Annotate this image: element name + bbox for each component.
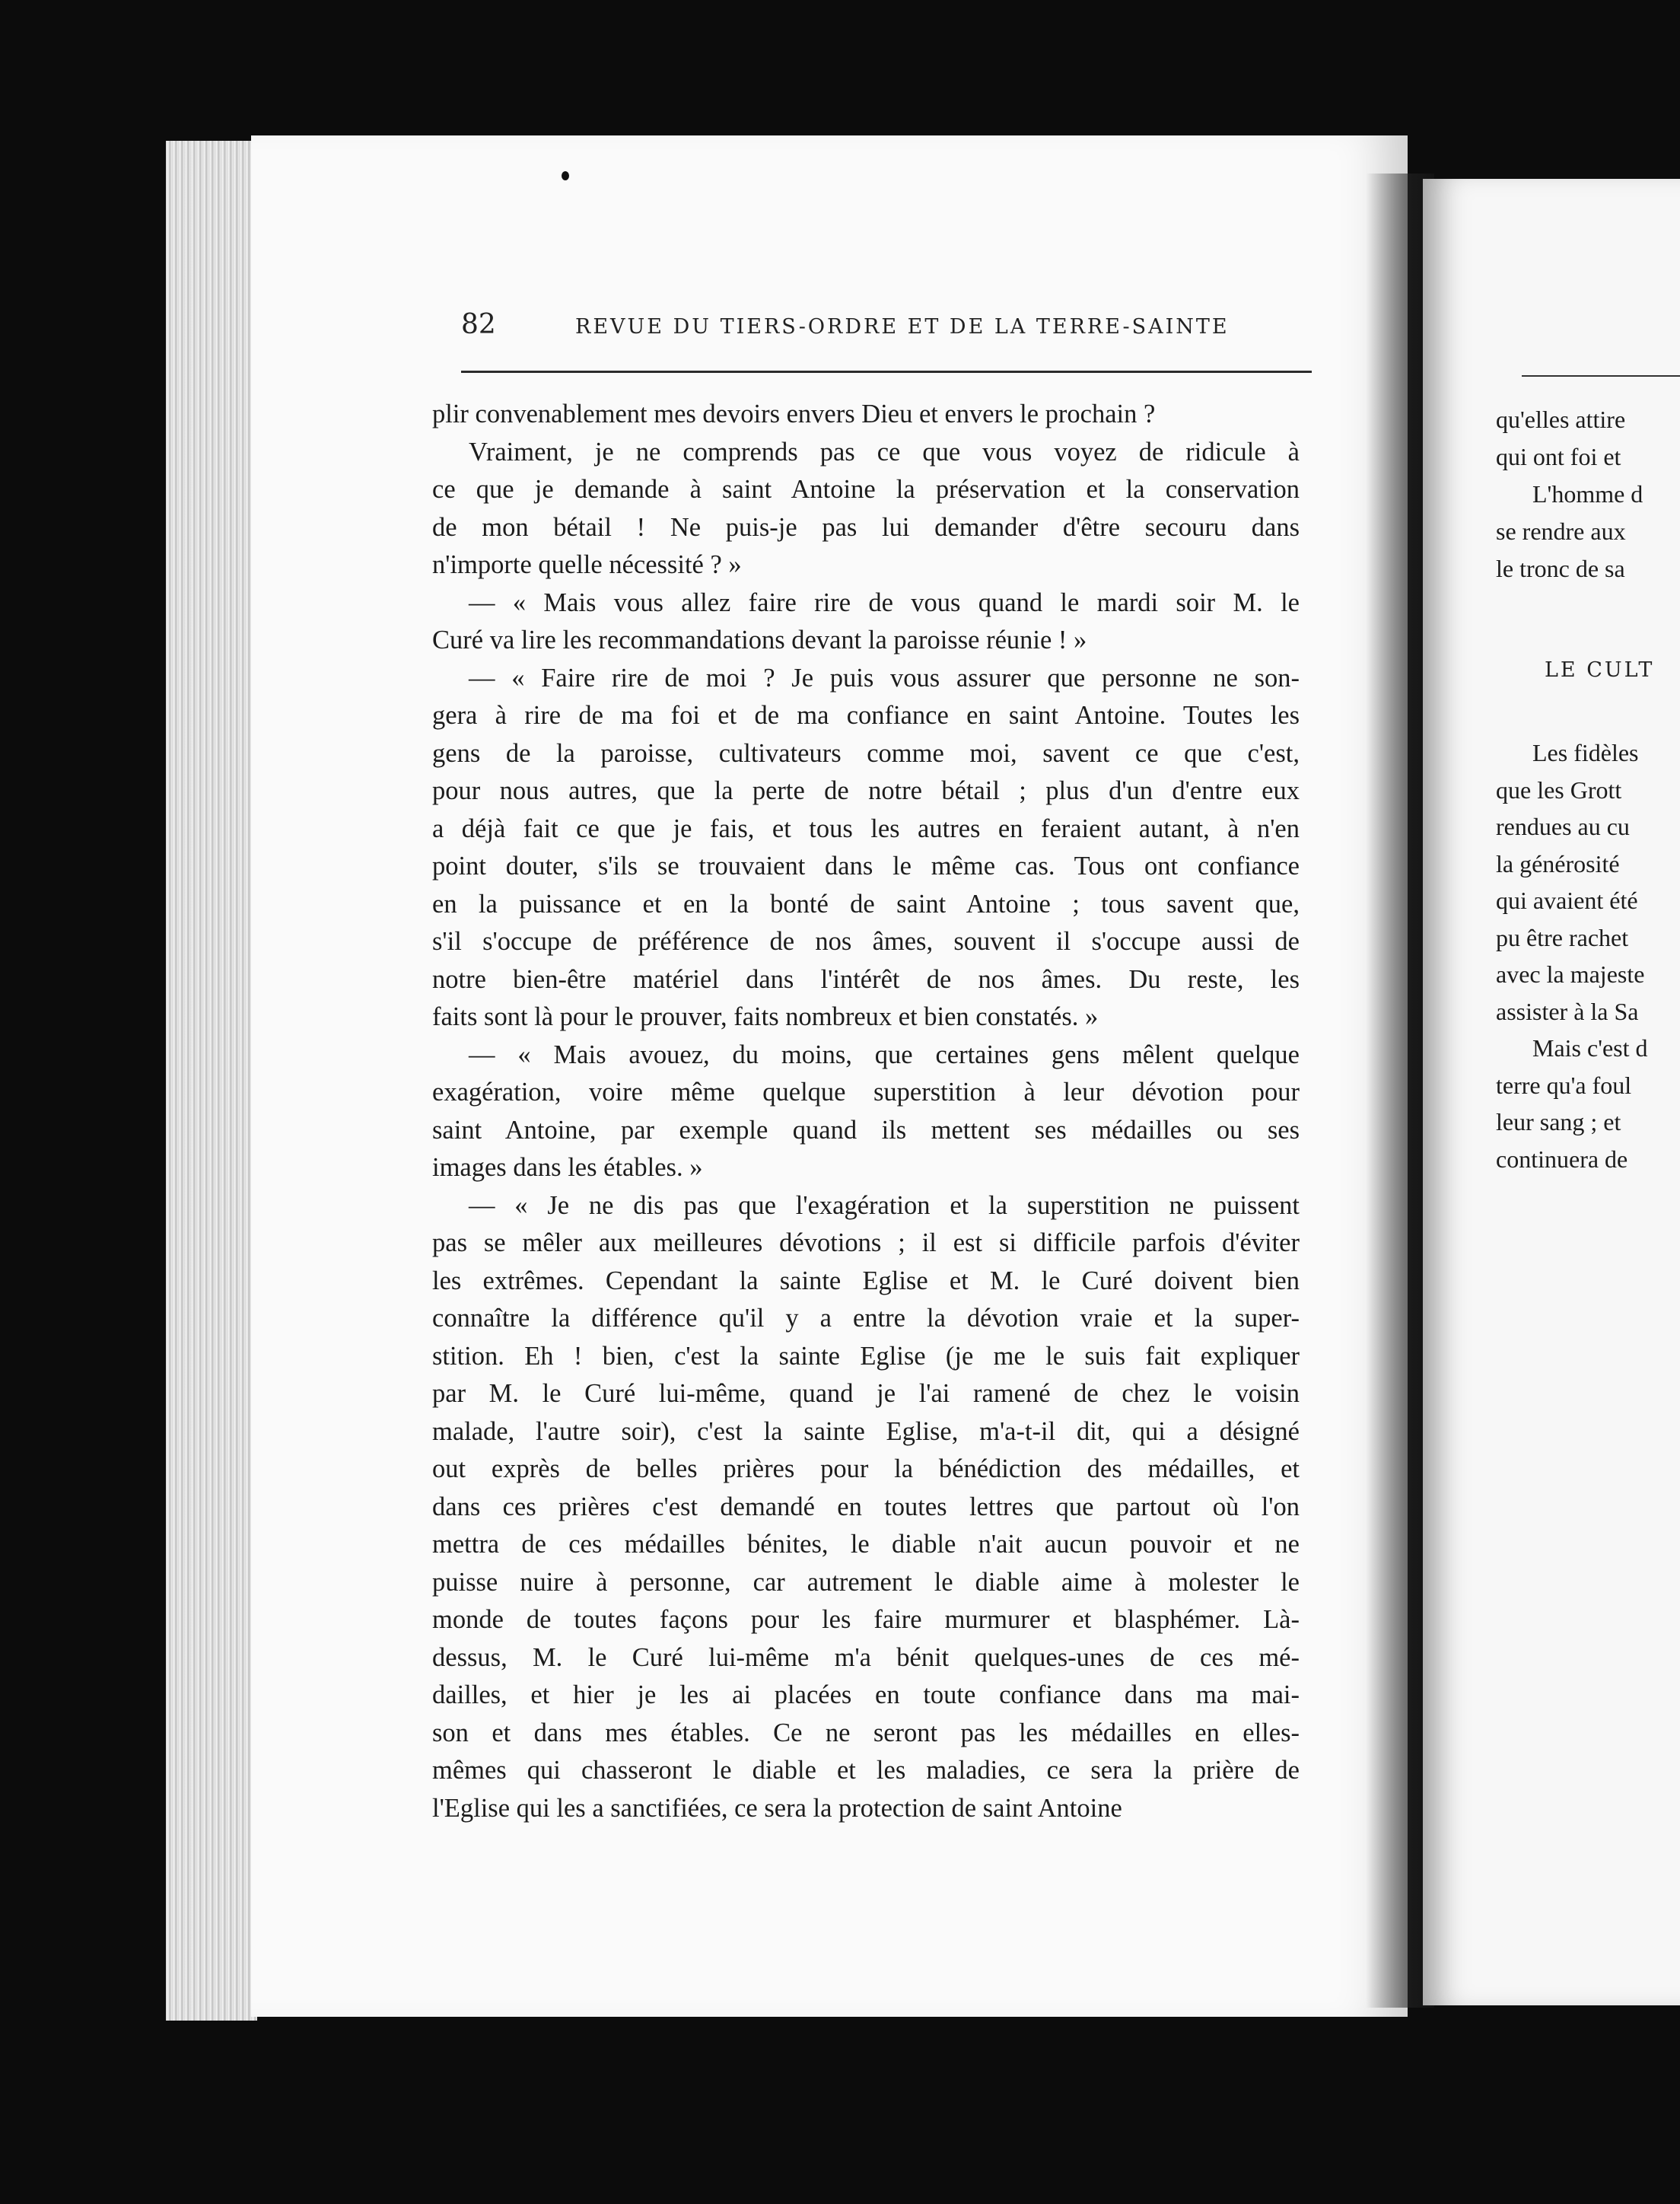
text-line: s'il s'occupe de préférence de nos âmes, souvent il s'occupe aussi de [432, 927, 1300, 956]
text-line: — « Mais vous allez faire rire de vous quand le mardi soir M. le [469, 588, 1300, 617]
right-page [1423, 179, 1680, 2005]
right-text-line: terre qu'a foul [1496, 1071, 1632, 1099]
text-line: — « Mais avouez, du moins, que certaines gens mêlent quelque [469, 1040, 1300, 1069]
text-line: son et dans mes étables. Ce ne seront pas les médailles en elles- [432, 1718, 1300, 1747]
text-line: — « Je ne dis pas que l'exagération et la superstition ne puissent [469, 1190, 1300, 1220]
text-line: malade, l'autre soir), c'est la sainte Eglise, m'a-t-il dit, qui a désigné [432, 1416, 1300, 1446]
text-line: exagération, voire même quelque superstition à leur dévotion pour [432, 1078, 1300, 1107]
text-line: pour nous autres, que la perte de notre bétail ; plus d'un d'entre eux [432, 776, 1300, 805]
text-line: de mon bétail ! Ne puis-je pas lui demander d'être secouru dans [432, 512, 1300, 542]
text-line: notre bien-être matériel dans l'intérêt de nos âmes. Du reste, les [432, 964, 1300, 994]
text-line: connaître la différence qu'il y a entre la dévotion vraie et la super- [432, 1304, 1300, 1333]
text-line: dessus, M. le Curé lui-même m'a bénit quelques-unes de ces mé- [432, 1642, 1300, 1672]
right-text-line: continuera de [1496, 1145, 1628, 1173]
running-head-title: REVUE DU TIERS-ORDRE ET DE LA TERRE-SAINTE [575, 315, 1230, 339]
text-line: mêmes qui chasseront le diable et les maladies, ce sera la prière de [432, 1756, 1300, 1785]
right-text-bottom [1496, 734, 1680, 1177]
right-text-line: Les fidèles [1532, 739, 1639, 766]
right-text-line: la générosité [1496, 849, 1620, 877]
text-line: dans ces prières c'est demandé en toutes lettres que partout où l'on [432, 1492, 1300, 1521]
text-line: les extrêmes. Cependant la sainte Eglise et M. le Curé doivent bien [432, 1266, 1300, 1295]
text-line: n'importe quelle nécessité ? » [432, 550, 742, 579]
running-head [461, 309, 1312, 355]
text-line: Vraiment, je ne comprends pas ce que vous voyez de ridicule à [469, 437, 1300, 467]
body-text [432, 396, 1300, 1827]
ink-dot [562, 171, 569, 180]
text-line: Curé va lire les recommandations devant la paroisse réunie ! » [432, 626, 1087, 655]
right-text-line: que les Grott [1496, 776, 1622, 804]
text-line: gens de la paroisse, cultivateurs comme moi, savent ce que c'est, [432, 738, 1300, 768]
text-line: gera à rire de ma foi et de ma confiance en saint Antoine. Toutes les [432, 701, 1300, 730]
right-text-line: L'homme d [1532, 480, 1643, 508]
right-text-line: rendues au cu [1496, 813, 1630, 840]
text-line: — « Faire rire de moi ? Je puis vous assurer que personne ne son- [469, 663, 1300, 693]
text-line: pas se mêler aux meilleures dévotions ; il est si difficile parfois d'éviter [432, 1228, 1300, 1257]
right-text-line: qu'elles attire [1496, 406, 1626, 433]
right-section-heading: LE CULT [1545, 658, 1655, 682]
text-line: saint Antoine, par exemple quand ils mettent ses médailles ou ses [432, 1115, 1300, 1145]
right-text-line: se rendre aux [1496, 518, 1626, 545]
text-line: ce que je demande à saint Antoine la préservation et la conservation [432, 475, 1300, 504]
right-text-line: assister à la Sa [1496, 997, 1639, 1025]
right-text-line: le tronc de sa [1496, 555, 1625, 582]
text-line: mettra de ces médailles bénites, le diable n'ait aucun pouvoir et ne [432, 1530, 1300, 1559]
right-header-rule [1522, 375, 1680, 377]
text-line: puisse nuire à personne, car autrement le diable aime à molester le [432, 1567, 1300, 1597]
right-text-line: leur sang ; et [1496, 1108, 1621, 1135]
text-line: a déjà fait ce que je fais, et tous les autres en feraient autant, à n'en [432, 814, 1300, 843]
right-text-top [1496, 401, 1680, 588]
text-line: images dans les étables. » [432, 1153, 703, 1182]
right-text-line: avec la majeste [1496, 960, 1645, 988]
text-line: par M. le Curé lui-même, quand je l'ai ramené de chez le voisin [432, 1379, 1300, 1408]
header-rule [461, 371, 1312, 373]
book-page-edges [166, 141, 257, 2021]
right-text-line: qui avaient été [1496, 887, 1638, 914]
text-line: dailles, et hier je les ai placées en toute confiance dans ma mai- [432, 1680, 1300, 1709]
text-line: stition. Eh ! bien, c'est la sainte Eglise (je me le suis fait expliquer [432, 1341, 1300, 1371]
text-line: faits sont là pour le prouver, faits nombreux et bien constatés. » [432, 1002, 1099, 1031]
text-line: monde de toutes façons pour les faire murmurer et blasphémer. Là- [432, 1605, 1300, 1634]
text-line: out exprès de belles prières pour la bénédiction des médailles, et [432, 1454, 1300, 1483]
text-line: l'Eglise qui les a sanctifiées, ce sera la protection de saint Antoine [432, 1793, 1122, 1823]
right-text-line: qui ont foi et [1496, 443, 1621, 470]
text-line: point douter, s'ils se trouvaient dans le même cas. Tous ont confiance [432, 852, 1300, 881]
page-number: 82 [461, 309, 496, 340]
text-line: plir convenablement mes devoirs envers Dieu et envers le prochain ? [432, 400, 1156, 428]
text-line: en la puissance et en la bonté de saint Antoine ; tous savent que, [432, 889, 1300, 919]
right-text-line: Mais c'est d [1532, 1034, 1648, 1062]
right-text-line: pu être rachet [1496, 923, 1629, 951]
